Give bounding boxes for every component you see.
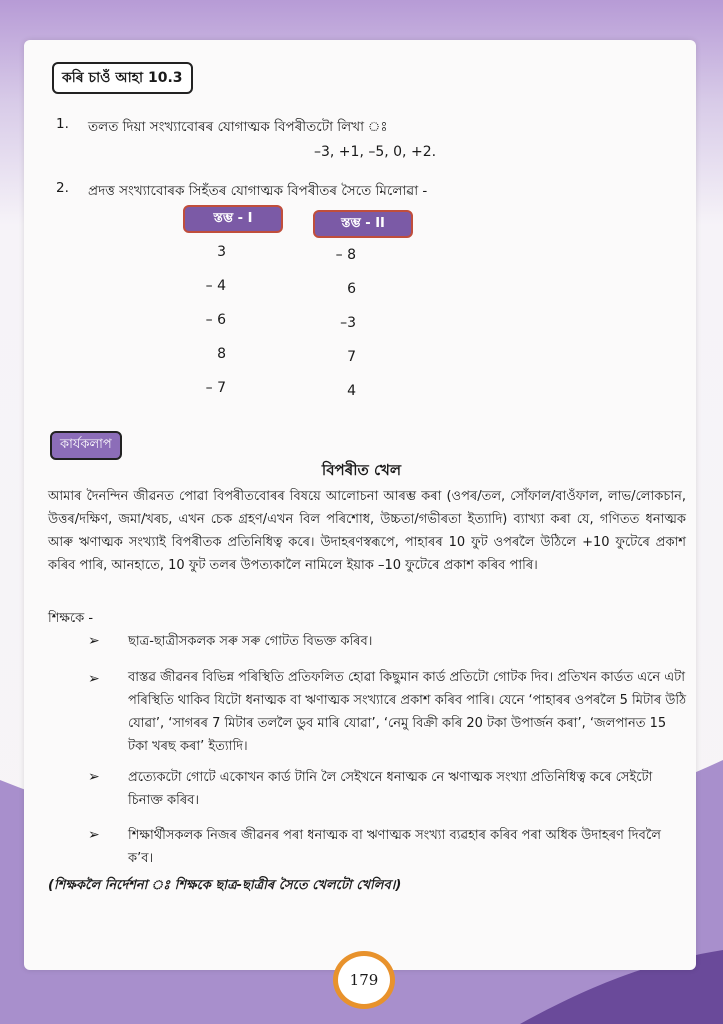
activity-badge: কাৰ্যকলাপ xyxy=(50,431,122,460)
column-2-value: – 8 xyxy=(335,247,356,263)
column-2-value: 7 xyxy=(347,349,356,365)
bullet-arrow-icon: ➢ xyxy=(88,769,100,785)
column-2-value: 6 xyxy=(347,281,356,297)
question-2-text: প্ৰদত্ত সংখ্যাবোৰক সিহঁতৰ যোগাত্মক বিপৰীতৰ সৈতে মিলোৱা - xyxy=(88,183,428,199)
column-1-header: স্তম্ভ - I xyxy=(183,205,283,233)
teacher-note: (শিক্ষকলৈ নিৰ্দেশনা ঃ শিক্ষকে ছাত্ৰ-ছাত্ৰীৰ সৈতে খেলটো খেলিব।) xyxy=(48,878,402,893)
column-1-value: – 4 xyxy=(205,278,226,294)
column-1-value: – 7 xyxy=(205,380,226,396)
page-number: 179 xyxy=(333,951,395,1009)
question-1-number: 1. xyxy=(56,116,69,132)
bullet-arrow-icon: ➢ xyxy=(88,671,100,687)
bullet-arrow-icon: ➢ xyxy=(88,633,100,649)
bullet-item: শিক্ষাৰ্থীসকলক নিজৰ জীৱনৰ পৰা ধনাত্মক বা ঋণাত্মক সংখ্যা ব্যৱহাৰ কৰিব পৰা অধিক উদাহৰণ দিবলৈ ক’ব। xyxy=(128,828,661,866)
column-2-header: স্তম্ভ - II xyxy=(313,210,413,238)
column-1-value: – 6 xyxy=(205,312,226,328)
question-1-values: –3, +1, –5, 0, +2. xyxy=(314,144,437,160)
column-1-value: 8 xyxy=(217,346,226,362)
bullet-arrow-icon: ➢ xyxy=(88,827,100,843)
bullet-item: প্ৰত্যেকটো গোটে একোখন কাৰ্ড টানি লৈ সেইখনে ধনাত্মক নে ঋণাত্মক সংখ্যা প্ৰতিনিধিত্ব কৰে সেইটো চিনাক্ত কৰিব। xyxy=(128,770,653,808)
question-1-text: তলত দিয়া সংখ্যাবোৰৰ যোগাত্মক বিপৰীতটো লিখা ঃ xyxy=(88,119,388,135)
question-2-number: 2. xyxy=(56,180,69,196)
bullet-item: বাস্তৱ জীৱনৰ বিভিন্ন পৰিস্থিতি প্ৰতিফলিত হোৱা কিছুমান কাৰ্ড প্ৰতিটো গোটক দিব। প্ৰতিখন কাৰ্ডত এনে এটা পৰিস্থিতি থাকিব যিটো ধনাত্মক বা ঋণাত্মক সংখ্যাৰে প্ৰকাশ কৰিব পাৰি। যেনে ‘পাহাৰৰ ওপৰলৈ 5 মিটাৰ উঠি যোৱা’, ‘সাগৰৰ 7 মিটাৰ তললৈ ডুব মাৰি যোৱা’, ‘নেমু বিক্ৰী কৰি 20 টকা উপাৰ্জন কৰা’, ‘জলপানত 15 টকা খৰছ কৰা’ ইত্যাদি। xyxy=(128,670,687,754)
column-2-value: –3 xyxy=(340,315,356,331)
column-2-value: 4 xyxy=(347,383,356,399)
bullet-item: ছাত্ৰ-ছাত্ৰীসকলক সৰু সৰু গোটত বিভক্ত কৰিব। xyxy=(128,634,373,649)
column-1-value: 3 xyxy=(217,244,226,260)
activity-title: বিপৰীত খেল xyxy=(321,461,402,479)
exercise-badge: কৰি চাওঁ আহা 10.3 xyxy=(52,62,193,94)
activity-paragraph: আমাৰ দৈনন্দিন জীৱনত পোৱা বিপৰীতবোৰৰ বিষয়ে আলোচনা আৰম্ভ কৰা (ওপৰ/তল, সোঁফাল/বাওঁফাল, লাভ/লোকচান, উত্তৰ/দক্ষিণ, জমা/খৰচ, এখন চেক গ্ৰহণ/এখন বিল পৰিশোধ, উচ্চতা/গভীৰতা ইত্যাদি) ব্যাখ্যা কৰা যে, গণিতত ধনাত্মক আৰু ঋণাত্মক সংখ্যাই বিপৰীতক প্ৰতিনিধিত্ব কৰে। উদাহৰণস্বৰূপে, পাহাৰৰ 10 ফুট ওপৰলৈ উঠিলে +10 ফুটেৰে প্ৰকাশ কৰিব পাৰি, আনহাতে, 10 ফুট তলৰ উপত্যকালৈ নামিলে ইয়াক –10 ফুটেৰে প্ৰকাশ কৰিব পাৰি। xyxy=(48,489,686,573)
teacher-label: শিক্ষকে - xyxy=(48,611,94,626)
